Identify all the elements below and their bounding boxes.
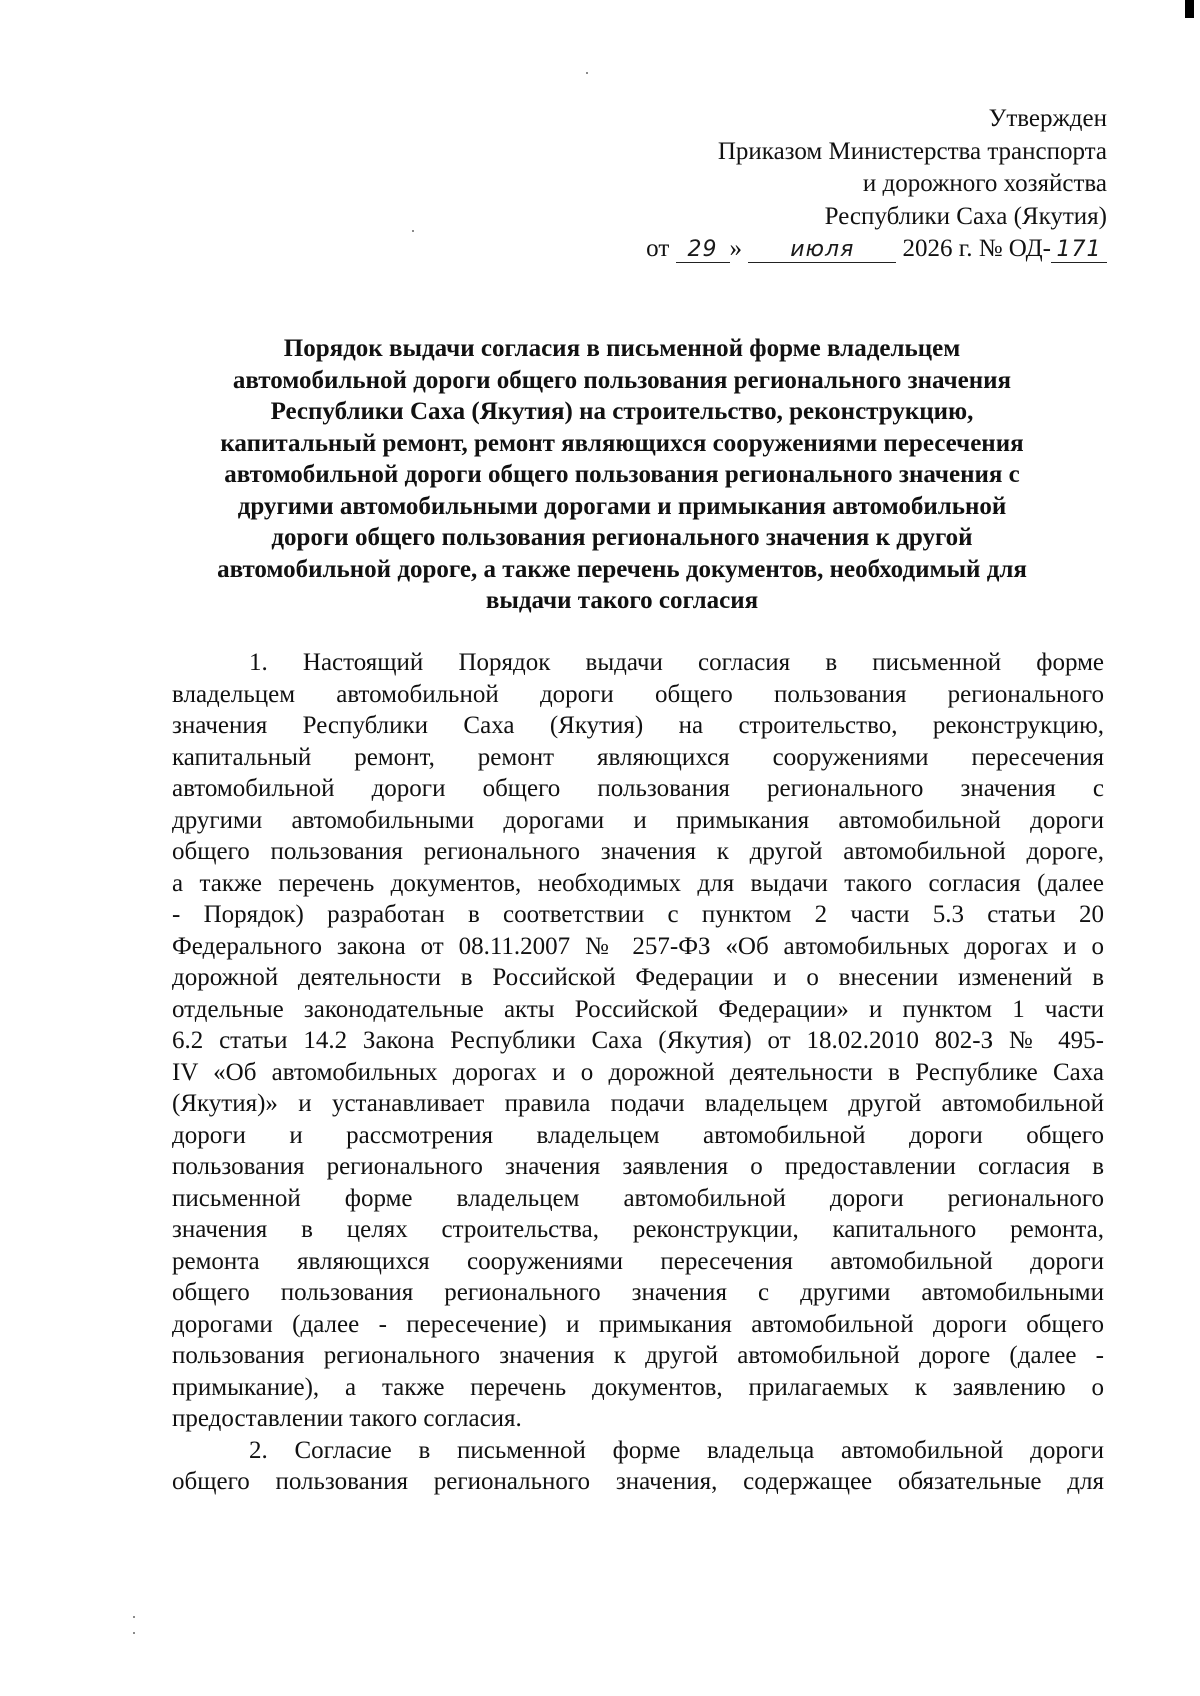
paragraph-line: дорогами (далее - пересечение) и примыкания автомобильной дороги общего xyxy=(172,1310,1104,1338)
handwritten-month: июля xyxy=(790,237,855,262)
approval-line: и дорожного хозяйства xyxy=(862,170,1107,197)
quote-close: » xyxy=(729,235,743,262)
paragraph-line: общего пользования регионального значения, содержащее обязательные для xyxy=(172,1468,1104,1495)
day-blank xyxy=(676,237,730,263)
handwritten-day: 29 xyxy=(687,237,718,262)
paragraph-line: примыкание), а также перечень документов, прилагаемых к заявлению о xyxy=(172,1373,1104,1401)
title-line: Республики Саха (Якутия) на строительство, реконструкцию, xyxy=(270,398,974,425)
paragraph-2 xyxy=(172,1435,1104,1498)
paragraph-line: ремонта являющихся сооружениями пересечения автомобильной дороги xyxy=(172,1247,1104,1275)
scan-speck xyxy=(133,1616,135,1618)
paragraph-line: пользования регионального значения заявления о предоставлении согласия в xyxy=(172,1153,1104,1180)
paragraph-line: значения Республики Саха (Якутия) на строительство, реконструкцию, xyxy=(172,712,1104,739)
paragraph-line: Федерального закона от 08.11.2007 № 257-ФЗ «Об автомобильных дорогах и о xyxy=(172,932,1104,960)
paragraph-line: пользования регионального значения к другой автомобильной дороге (далее - xyxy=(172,1342,1104,1369)
date-prefix: от xyxy=(646,235,670,262)
scan-speck xyxy=(133,1632,135,1634)
number-blank xyxy=(1051,237,1107,263)
paragraph-line: - Порядок) разработан в соответствии с пунктом 2 части 5.3 статьи 20 xyxy=(172,901,1104,928)
title-line: выдачи такого согласия xyxy=(485,587,759,614)
paragraph-line: 6.2 статьи 14.2 Закона Республики Саха (Якутия) от 18.02.2010 802-З № 495- xyxy=(172,1027,1104,1054)
order-date-line xyxy=(646,233,1107,266)
paragraph-line: IV «Об автомобильных дорогах и о дорожной деятельности в Республике Саха xyxy=(172,1058,1104,1086)
paragraph-line: а также перечень документов, необходимых для выдачи такого согласия (далее xyxy=(172,869,1104,897)
paragraph-line: дорожной деятельности в Российской Федерации и о внесении изменений в xyxy=(172,964,1104,991)
paragraph-line: капитальный ремонт, ремонт являющихся сооружениями пересечения xyxy=(172,743,1104,771)
paragraph-line: предоставлении такого согласия. xyxy=(172,1405,522,1432)
paragraph-line: владельцем автомобильной дороги общего пользования регионального xyxy=(172,680,1104,708)
paragraph-line: общего пользования регионального значения к другой автомобильной дороге, xyxy=(172,838,1104,865)
paragraph-1 xyxy=(172,647,1104,1435)
paragraph-line: (Якутия)» и устанавливает правила подачи владельцем другой автомобильной xyxy=(172,1090,1104,1117)
title-line: автомобильной дороге, а также перечень документов, необходимый для xyxy=(217,555,1027,583)
paragraph-line: 2. Согласие в письменной форме владельца автомобильной дороги xyxy=(249,1436,1104,1464)
approval-block xyxy=(646,103,1107,266)
order-year-number: 2026 г. № ОД- xyxy=(902,235,1051,262)
title-line: Порядок выдачи согласия в письменной форме владельцем xyxy=(283,335,961,362)
paragraph-line: письменной форме владельцем автомобильной дороги регионального xyxy=(172,1184,1104,1212)
paragraph-line: дороги и рассмотрения владельцем автомобильной дороги общего xyxy=(172,1121,1104,1149)
title-line: капитальный ремонт, ремонт являющихся сооружениями пересечения xyxy=(220,429,1024,457)
document-body xyxy=(172,647,1104,1498)
title-line: дороги общего пользования регионального значения к другой xyxy=(271,524,973,551)
paragraph-line: отдельные законодательные акты Российской Федерации» и пунктом 1 части xyxy=(172,995,1104,1023)
title-line: автомобильной дороги общего пользования регионального значения xyxy=(232,366,1012,394)
scan-edge-mark xyxy=(1185,0,1194,18)
scan-speck xyxy=(586,72,588,74)
paragraph-line: другими автомобильными дорогами и примыкания автомобильной дороги xyxy=(172,806,1104,834)
paragraph-line: общего пользования регионального значения с другими автомобильными xyxy=(172,1279,1104,1306)
approval-line: Утвержден xyxy=(988,105,1107,132)
scan-speck xyxy=(412,230,414,232)
document-title xyxy=(162,333,1082,617)
approval-line: Приказом Министерства транспорта xyxy=(717,137,1107,165)
paragraph-line: 1. Настоящий Порядок выдачи согласия в письменной форме xyxy=(249,649,1104,676)
approval-line: Республики Саха (Якутия) xyxy=(824,202,1107,230)
paragraph-line: значения в целях строительства, реконструкции, капитального ремонта, xyxy=(172,1216,1104,1243)
title-line: другими автомобильными дорогами и примыкания автомобильной xyxy=(237,492,1007,520)
month-blank xyxy=(748,237,896,263)
paragraph-line: автомобильной дороги общего пользования регионального значения с xyxy=(172,775,1104,802)
handwritten-number: 171 xyxy=(1056,237,1102,262)
title-line: автомобильной дороги общего пользования регионального значения с xyxy=(224,461,1020,488)
